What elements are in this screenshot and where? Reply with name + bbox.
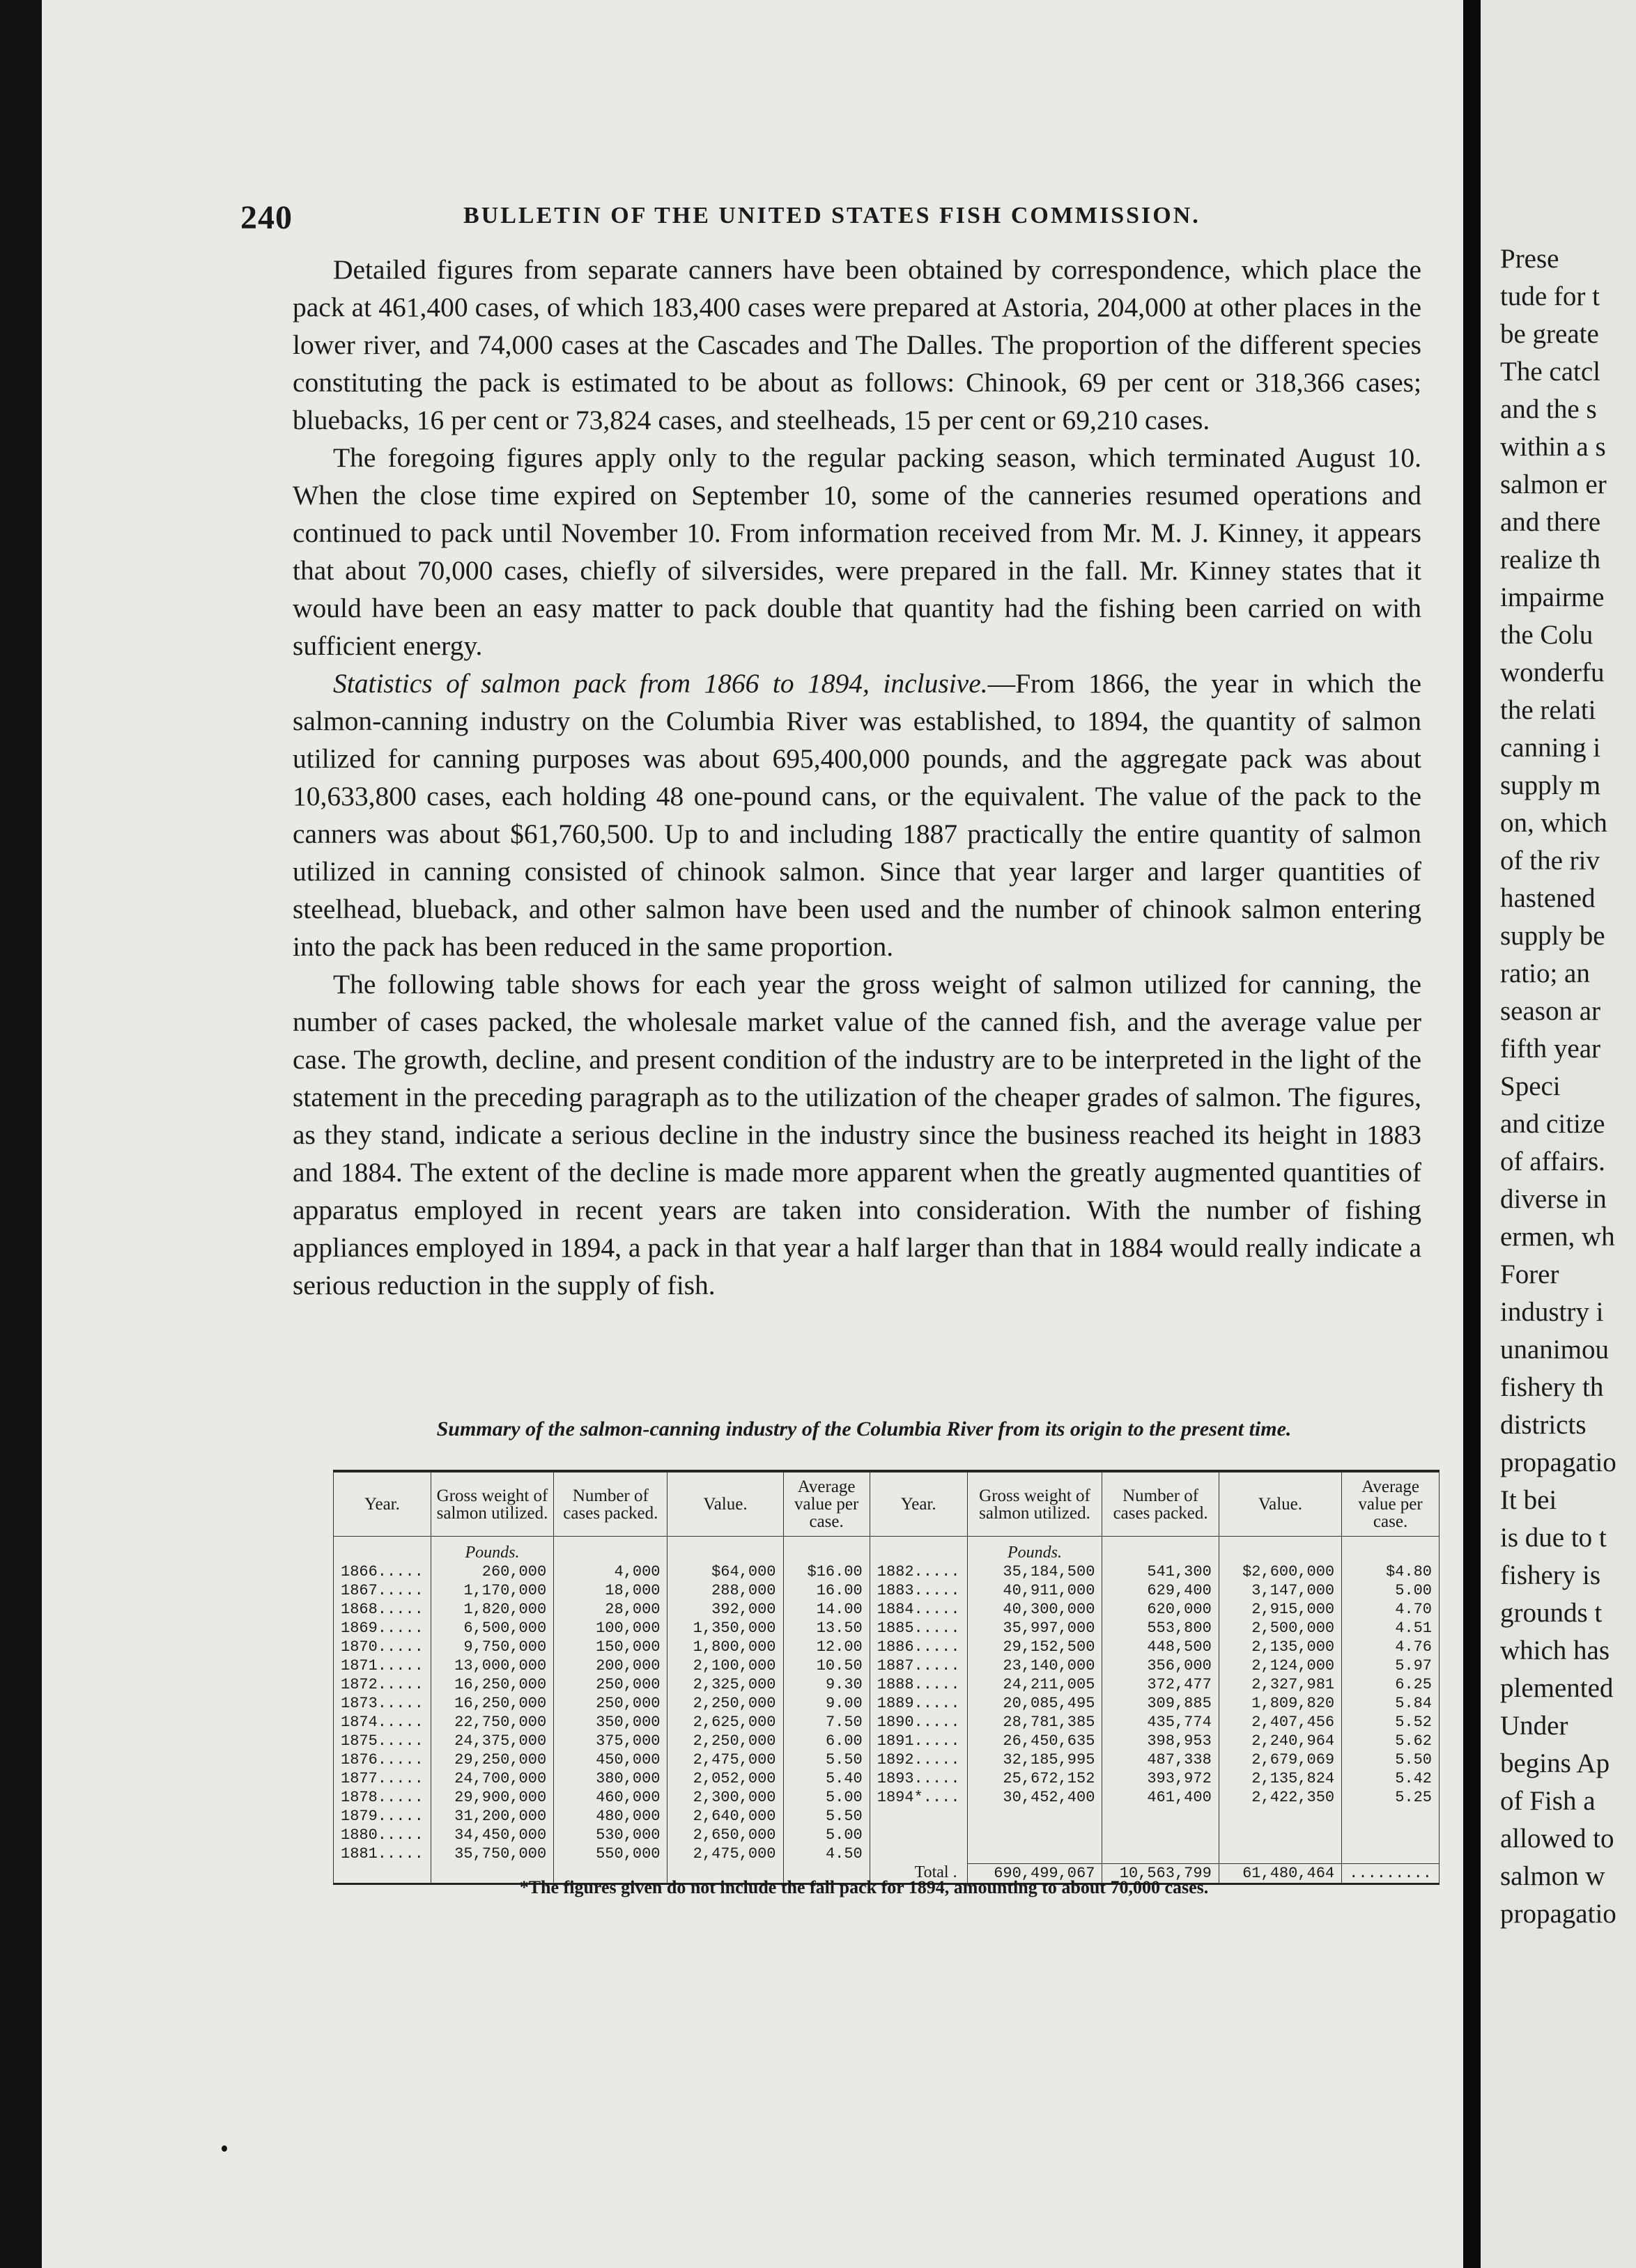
header-value: Value.	[667, 1473, 783, 1537]
table-cell: 18,000	[605, 1582, 661, 1599]
table-cell: 3,147,000	[1251, 1582, 1335, 1599]
cases-column	[554, 1562, 667, 1863]
table-cell: 6.25	[1395, 1676, 1432, 1693]
header-year: Year.	[870, 1473, 967, 1537]
table-cell: 250,000	[596, 1676, 661, 1693]
table-cell: 2,052,000	[693, 1770, 776, 1787]
running-title: BULLETIN OF THE UNITED STATES FISH COMMISSION.	[463, 203, 1201, 228]
adjacent-page-line: fishery th	[1500, 1372, 1604, 1402]
adjacent-page	[1481, 0, 1636, 2268]
table-cell: 1884.....	[877, 1601, 960, 1618]
table-cell: 1881.....	[341, 1845, 424, 1863]
table-cell: 1870.....	[341, 1638, 424, 1656]
units-label: Pounds.	[967, 1537, 1102, 1563]
table-cell: 2,325,000	[693, 1676, 776, 1693]
table-cell: 5.40	[825, 1770, 863, 1787]
scan-speck	[7, 752, 11, 765]
table-cell: 9.00	[825, 1695, 863, 1712]
adjacent-page-line: supply m	[1500, 770, 1601, 800]
table-header-row	[334, 1473, 1440, 1537]
adjacent-page-line: on, which	[1500, 808, 1607, 838]
table-cell: 13.50	[816, 1620, 863, 1637]
adjacent-page-line: and the s	[1500, 394, 1597, 424]
header-value: Value.	[1219, 1473, 1341, 1537]
table-cell: 4.51	[1395, 1620, 1432, 1637]
adjacent-page-line: unanimou	[1500, 1335, 1609, 1365]
table-cell: 309,885	[1147, 1695, 1212, 1712]
table-cell: 1892.....	[877, 1751, 960, 1769]
adjacent-page-line: ratio; an	[1500, 958, 1590, 988]
adjacent-page-line: is due to t	[1500, 1523, 1607, 1553]
table-cell: 4.50	[825, 1845, 863, 1863]
table-cell: 30,452,400	[1003, 1789, 1095, 1806]
table-cell: $16.00	[807, 1563, 863, 1580]
table-cell: 1872.....	[341, 1676, 424, 1693]
adjacent-page-line: be greate	[1500, 319, 1599, 349]
table-cell: 150,000	[596, 1638, 661, 1656]
adjacent-page-line: districts	[1500, 1410, 1587, 1440]
table-cell: 25,672,152	[1003, 1770, 1095, 1787]
table-cell: 356,000	[1147, 1657, 1212, 1675]
table-cell: 487,338	[1147, 1751, 1212, 1769]
table-cell: 1883.....	[877, 1582, 960, 1599]
table-cell: 26,450,635	[1003, 1732, 1095, 1750]
scan-speck	[20, 195, 24, 206]
adjacent-page-line: propagatio	[1500, 1899, 1616, 1929]
table-cell: 1,809,820	[1251, 1695, 1335, 1712]
table-cell: 4.70	[1395, 1601, 1432, 1618]
table-cell: 5.00	[1395, 1582, 1432, 1599]
table-cell: 6.00	[825, 1732, 863, 1750]
total-average: .........	[1342, 1863, 1440, 1883]
table-cell: 35,750,000	[454, 1845, 547, 1863]
adjacent-page-line: Under	[1500, 1711, 1568, 1741]
adjacent-page-line: impairme	[1500, 582, 1605, 612]
body-text	[293, 251, 1421, 1304]
adjacent-page-line: the Colu	[1500, 620, 1593, 650]
adjacent-page-line: tude for t	[1500, 281, 1600, 311]
table-cell: 1866.....	[341, 1563, 424, 1580]
table-cell: 16.00	[816, 1582, 863, 1599]
adjacent-page-line: supply be	[1500, 921, 1605, 951]
table-cell: 1882.....	[877, 1563, 960, 1580]
table-cell: 2,135,824	[1251, 1770, 1335, 1787]
table-cell: 35,997,000	[1003, 1620, 1095, 1637]
table-cell: 13,000,000	[454, 1657, 547, 1675]
table-cell: 350,000	[596, 1714, 661, 1731]
adjacent-page-line: season ar	[1500, 996, 1601, 1026]
adjacent-page-line: allowed to	[1500, 1824, 1614, 1854]
summary-table-wrapper	[333, 1470, 1440, 1885]
table-cell: 24,211,005	[1003, 1676, 1095, 1693]
adjacent-page-line: propagatio	[1500, 1447, 1616, 1477]
adjacent-page-line: of affairs.	[1500, 1147, 1605, 1176]
units-label: Pounds.	[431, 1537, 553, 1563]
adjacent-page-line: salmon w	[1500, 1861, 1605, 1891]
table-cell: 1891.....	[877, 1732, 960, 1750]
table-cell: 16,250,000	[454, 1695, 547, 1712]
header-year: Year.	[334, 1473, 431, 1537]
table-cell: 1879.....	[341, 1808, 424, 1825]
adjacent-page-line: and citize	[1500, 1109, 1605, 1139]
table-units-row	[334, 1537, 1440, 1563]
adjacent-page-line: realize th	[1500, 545, 1600, 575]
table-cell: 2,327,981	[1251, 1676, 1335, 1693]
adjacent-page-line: fishery is	[1500, 1560, 1601, 1590]
adjacent-page-line: industry i	[1500, 1297, 1604, 1327]
table-cell: 1874.....	[341, 1714, 424, 1731]
table-cell: 1890.....	[877, 1714, 960, 1731]
total-value: 61,480,464	[1219, 1863, 1341, 1883]
table-cell: 375,000	[596, 1732, 661, 1750]
table-cell: 393,972	[1147, 1770, 1212, 1787]
table-cell: 28,000	[605, 1601, 661, 1618]
adjacent-page-line: hastened	[1500, 883, 1596, 913]
table-cell: 2,475,000	[693, 1751, 776, 1769]
table-cell: 2,240,964	[1251, 1732, 1335, 1750]
table-cell: 1,820,000	[463, 1601, 547, 1618]
table-cell: 2,100,000	[693, 1657, 776, 1675]
table-cell: 29,900,000	[454, 1789, 547, 1806]
table-body-row	[334, 1562, 1440, 1863]
table-cell: 22,750,000	[454, 1714, 547, 1731]
average-column	[783, 1562, 870, 1863]
table-cell: 1,170,000	[463, 1582, 547, 1599]
table-cell: 9.30	[825, 1676, 863, 1693]
year-column	[334, 1562, 431, 1863]
table-cell: 5.62	[1395, 1732, 1432, 1750]
table-cell: 1876.....	[341, 1751, 424, 1769]
table-cell: 435,774	[1147, 1714, 1212, 1731]
header-cases: Number of cases packed.	[554, 1473, 667, 1537]
table-cell: 4,000	[614, 1563, 661, 1580]
table-cell: 2,500,000	[1251, 1620, 1335, 1637]
table-cell: 380,000	[596, 1770, 661, 1787]
table-cell: 16,250,000	[454, 1676, 547, 1693]
table-cell: 2,640,000	[693, 1808, 776, 1825]
table-cell: 1894*....	[877, 1789, 960, 1806]
table-cell: 460,000	[596, 1789, 661, 1806]
header-gross-weight: Gross weight of salmon utilized.	[431, 1473, 553, 1537]
table-cell: 372,477	[1147, 1676, 1212, 1693]
cases-column	[1102, 1562, 1219, 1863]
table-cell: 2,124,000	[1251, 1657, 1335, 1675]
table-cell: 2,250,000	[693, 1732, 776, 1750]
adjacent-page-line: Forer	[1500, 1259, 1559, 1289]
table-cell: 24,700,000	[454, 1770, 547, 1787]
table-cell: 461,400	[1147, 1789, 1212, 1806]
table-footnote: *The figures given do not include the fall pack for 1894, amounting to about 70,000 cases.	[519, 1877, 1209, 1897]
table-cell: 12.00	[816, 1638, 863, 1656]
table-cell: 553,800	[1147, 1620, 1212, 1637]
table-cell: 5.84	[1395, 1695, 1432, 1712]
table-cell: 2,625,000	[693, 1714, 776, 1731]
adjacent-page-line: begins Ap	[1500, 1748, 1610, 1778]
adjacent-page-line: grounds t	[1500, 1598, 1603, 1628]
adjacent-page-line: of Fish a	[1500, 1786, 1596, 1816]
average-column	[1342, 1562, 1440, 1863]
table-cell: 35,184,500	[1003, 1563, 1095, 1580]
table-cell: 1871.....	[341, 1657, 424, 1675]
table-cell: 1887.....	[877, 1657, 960, 1675]
total-cases: 10,563,799	[1102, 1863, 1219, 1883]
table-cell: 100,000	[596, 1620, 661, 1637]
table-cell: $4.80	[1385, 1563, 1432, 1580]
table-cell: 2,300,000	[693, 1789, 776, 1806]
adjacent-page-line: canning i	[1500, 733, 1601, 763]
table-cell: 2,475,000	[693, 1845, 776, 1863]
table-cell: 1877.....	[341, 1770, 424, 1787]
running-head	[240, 199, 1432, 240]
table-cell: 5.50	[825, 1808, 863, 1825]
value-column	[1219, 1562, 1341, 1863]
table-cell: 250,000	[596, 1695, 661, 1712]
table-cell: 28,781,385	[1003, 1714, 1095, 1731]
table-cell: 392,000	[711, 1601, 776, 1618]
adjacent-page-line: of the riv	[1500, 846, 1600, 876]
header-gross-weight: Gross weight of salmon utilized.	[967, 1473, 1102, 1537]
adjacent-page-line: The catcl	[1500, 357, 1600, 387]
table-cell: 1880.....	[341, 1826, 424, 1844]
table-cell: 29,250,000	[454, 1751, 547, 1769]
table-cell: 20,085,495	[1003, 1695, 1095, 1712]
table-cell: 5.97	[1395, 1657, 1432, 1675]
table-cell: 14.00	[816, 1601, 863, 1618]
table-cell: 10.50	[816, 1657, 863, 1675]
table-cell: 40,911,000	[1003, 1582, 1095, 1599]
paragraph: The following table shows for each year the gross weight of salmon utilized for canning, the number of cases packed, the wholesale market value of the canned fish, and the average value per case. The growth, decline, and present condition of the industry are to be interpreted in the light of the statement in the preceding paragraph as to the utilization of the cheaper grades of salmon. The figures, as they stand, indicate a serious decline in the industry since the business reached its height in 1883 and 1884. The extent of the decline is made more apparent when the greatly augmented quantities of apparatus employed in recent years are taken into consideration. With the number of fishing appliances employed in 1894, a pack in that year a half larger than that in 1884 would really indicate a serious reduction in the supply of fish.	[293, 969, 1421, 1300]
adjacent-page-line: It bei	[1500, 1485, 1557, 1515]
total-label: Total .	[870, 1863, 967, 1883]
table-cell: 1878.....	[341, 1789, 424, 1806]
table-cell: 34,450,000	[454, 1826, 547, 1844]
table-cell: 1889.....	[877, 1695, 960, 1712]
paragraph: Statistics of salmon pack from 1866 to 1894, inclusive.—From 1866, the year in which the salmon-canning industry on the Columbia River was established, to 1894, the quantity of salmon utilized for canning purposes was about 695,400,000 pounds, and the aggregate pack was about 10,633,800 cases, each holding 48 one-pound cans, or the equivalent. The value of the pack to the canners was about $61,760,500. Up to and including 1887 practically the entire quantity of salmon utilized in canning consisted of chinook salmon. Since that year larger and larger quantities of steelhead, blueback, and other salmon have been used and the number of chinook salmon entering into the pack has been reduced in the same proportion.	[293, 668, 1421, 962]
table-cell: 620,000	[1147, 1601, 1212, 1618]
table-cell: 5.00	[825, 1789, 863, 1806]
table-cell: 629,400	[1147, 1582, 1212, 1599]
table-cell: 1868.....	[341, 1601, 424, 1618]
paragraph: The foregoing figures apply only to the regular packing season, which terminated August 10. When the close time expired on September 10, some of the canneries resumed operations and continued to pack until November 10. From information received from Mr. M. J. Kinney, it appears that about 70,000 cases, chiefly of silversides, were prepared in the fall. Mr. Kinney states that it would have been an easy matter to pack double that quantity had the fishing been carried on with sufficient energy.	[293, 442, 1421, 661]
page-gutter	[1463, 0, 1481, 2268]
value-column	[667, 1562, 783, 1863]
table-cell: 1875.....	[341, 1732, 424, 1750]
table-cell: 40,300,000	[1003, 1601, 1095, 1618]
table-cell: 1,800,000	[693, 1638, 776, 1656]
table-cell: 530,000	[596, 1826, 661, 1844]
adjacent-page-line: fifth year	[1500, 1034, 1601, 1064]
scan-speck	[222, 2145, 227, 2152]
total-pounds: 690,499,067	[967, 1863, 1102, 1883]
table-cell: 1885.....	[877, 1620, 960, 1637]
table-cell: 2,679,069	[1251, 1751, 1335, 1769]
header-average: Average value per case.	[1342, 1473, 1440, 1537]
table-cell: $2,600,000	[1242, 1563, 1335, 1580]
table-cell: 288,000	[711, 1582, 776, 1599]
adjacent-page-text	[1500, 240, 1616, 1933]
adjacent-page-line: Prese	[1500, 244, 1559, 274]
summary-table	[333, 1472, 1440, 1883]
table-cell: 4.76	[1395, 1638, 1432, 1656]
table-cell: 5.25	[1395, 1789, 1432, 1806]
table-cell: 1893.....	[877, 1770, 960, 1787]
table-cell: 541,300	[1147, 1563, 1212, 1580]
adjacent-page-line: plemented	[1500, 1673, 1614, 1703]
table-cell: 398,953	[1147, 1732, 1212, 1750]
paragraph: Detailed figures from separate canners have been obtained by correspondence, which place the pack at 461,400 cases, of which 183,400 cases were prepared at Astoria, 204,000 at other places in the lower river, and 74,000 cases at the Cascades and The Dalles. The proportion of the different species constituting the pack is estimated to be about as follows: Chinook, 69 per cent or 318,366 cases; bluebacks, 16 per cent or 73,824 cases, and steelheads, 15 per cent or 69,210 cases.	[293, 254, 1421, 435]
table-cell: 1,350,000	[693, 1620, 776, 1637]
adjacent-page-line: salmon er	[1500, 469, 1607, 499]
table-cell: 480,000	[596, 1808, 661, 1825]
table-cell: 29,152,500	[1003, 1638, 1095, 1656]
table-cell: 5.42	[1395, 1770, 1432, 1787]
table-cell: 9,750,000	[463, 1638, 547, 1656]
pounds-column	[431, 1562, 553, 1863]
scan-speck	[15, 1031, 19, 1041]
table-cell: 6,500,000	[463, 1620, 547, 1637]
table-cell: 2,422,350	[1251, 1789, 1335, 1806]
header-average: Average value per case.	[783, 1473, 870, 1537]
paragraph-lead: Statistics of salmon pack from 1866 to 1894, inclusive.	[333, 668, 988, 699]
table-cell: 32,185,995	[1003, 1751, 1095, 1769]
table-cell: 2,407,456	[1251, 1714, 1335, 1731]
table-cell: 2,250,000	[693, 1695, 776, 1712]
pounds-column	[967, 1562, 1102, 1863]
table-cell: 1873.....	[341, 1695, 424, 1712]
table-cell: 1869.....	[341, 1620, 424, 1637]
adjacent-page-line: ermen, wh	[1500, 1222, 1615, 1252]
adjacent-page-line: within a s	[1500, 432, 1606, 462]
table-cell: 23,140,000	[1003, 1657, 1095, 1675]
table-cell: 2,135,000	[1251, 1638, 1335, 1656]
adjacent-page-line: the relati	[1500, 695, 1596, 725]
table-cell: 5.52	[1395, 1714, 1432, 1731]
table-cell: $64,000	[711, 1563, 776, 1580]
table-cell: 1886.....	[877, 1638, 960, 1656]
table-cell: 1888.....	[877, 1676, 960, 1693]
table-cell: 31,200,000	[454, 1808, 547, 1825]
adjacent-page-line: Speci	[1500, 1071, 1561, 1101]
table-cell: 5.00	[825, 1826, 863, 1844]
year-column	[870, 1562, 967, 1863]
header-cases: Number of cases packed.	[1102, 1473, 1219, 1537]
adjacent-page-line: which has	[1500, 1636, 1610, 1665]
table-cell: 550,000	[596, 1845, 661, 1863]
adjacent-page-line: and there	[1500, 507, 1601, 537]
table-cell: 24,375,000	[454, 1732, 547, 1750]
table-cell: 200,000	[596, 1657, 661, 1675]
table-caption: Summary of the salmon-canning industry of the Columbia River from its origin to the present time.	[436, 1418, 1292, 1440]
table-cell: 450,000	[596, 1751, 661, 1769]
table-cell: 5.50	[1395, 1751, 1432, 1769]
page-number: 240	[240, 199, 293, 236]
table-cell: 1867.....	[341, 1582, 424, 1599]
table-cell: 2,650,000	[693, 1826, 776, 1844]
table-cell: 7.50	[825, 1714, 863, 1731]
table-cell: 448,500	[1147, 1638, 1212, 1656]
adjacent-page-line: wonderfu	[1500, 658, 1605, 688]
table-cell: 260,000	[481, 1563, 547, 1580]
table-cell: 2,915,000	[1251, 1601, 1335, 1618]
table-cell: 5.50	[825, 1751, 863, 1769]
adjacent-page-line: diverse in	[1500, 1184, 1607, 1214]
